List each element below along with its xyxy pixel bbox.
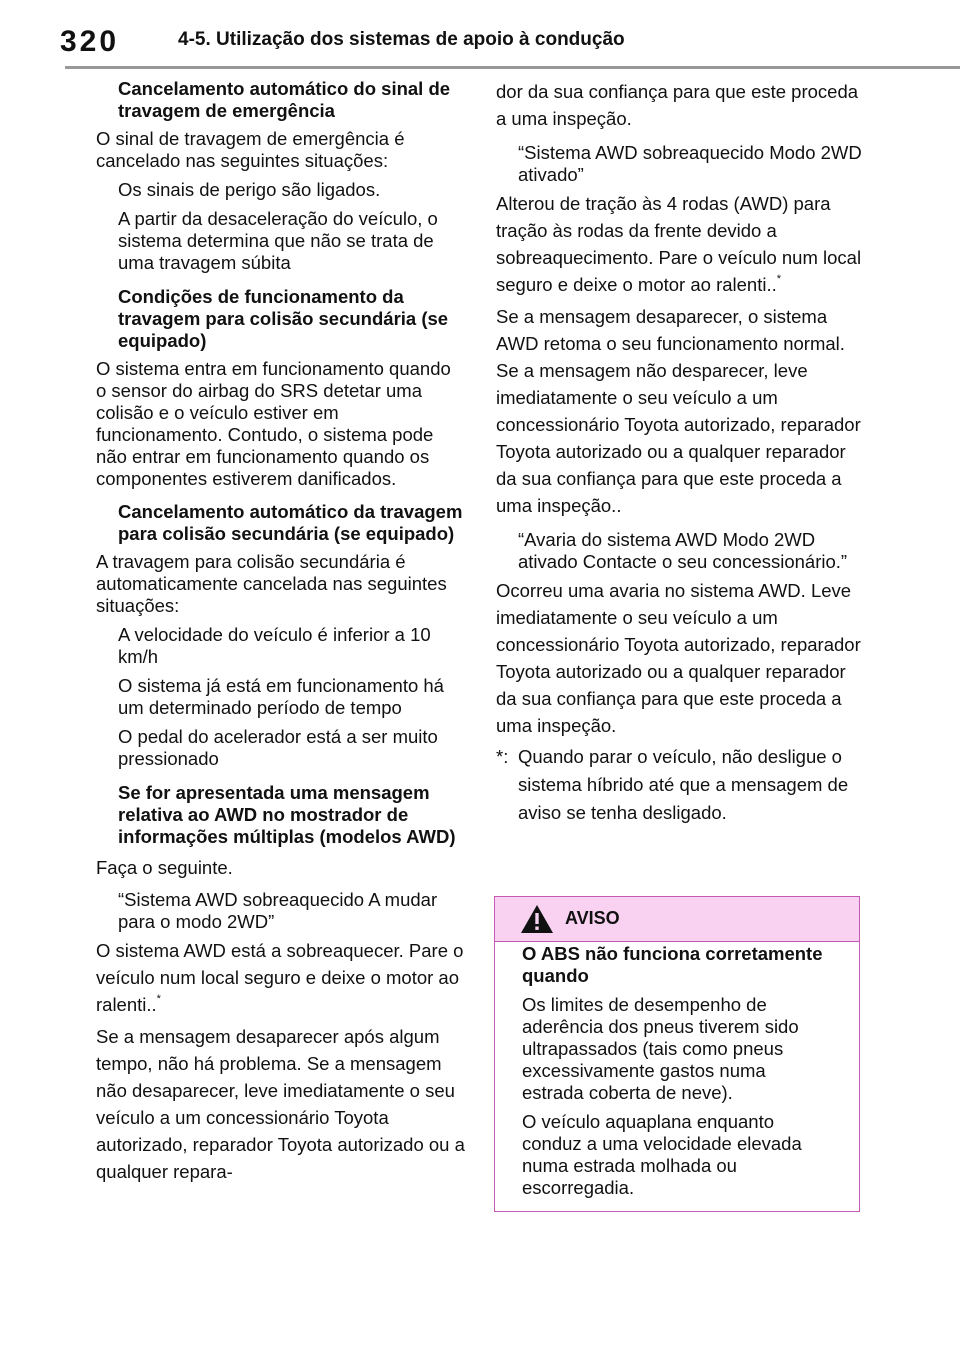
paragraph: Se a mensagem desaparecer, o sistema AWD retoma o seu funcionamento normal. Se a mensagem não desparecer, leve imediatamente o seu veículo a um concessionário Toyota autorizado, reparador Toyota autorizado ou a qualquer reparador da sua confiança para que este proceda a uma inspeção.. (496, 306, 861, 516)
warning-title: AVISO (565, 908, 620, 928)
paragraph: O sinal de travagem de emergência é cancelado nas seguintes situações: (96, 128, 405, 171)
paragraph: dor da sua confiança para que este proceda a uma inspeção. (496, 81, 859, 129)
warning-body (495, 943, 859, 1199)
quoted-message: “Sistema AWD sobreaquecido Modo 2WD ativado” (518, 142, 862, 185)
quoted-message: “Sistema AWD sobreaquecido A mudar para o modo 2WD” (118, 889, 438, 932)
paragraph: Faça o seguinte. (96, 857, 233, 878)
heading-awd-message: Se for apresentada uma mensagem relativa ao AWD no mostrador de informações múltiplas (modelos AWD) (118, 782, 456, 847)
paragraph: Ocorreu uma avaria no sistema AWD. Leve imediatamente o seu veículo a um concessionário Toyota autorizado, reparador Toyota autorizado ou a qualquer reparador da sua confiança para que este proceda a uma inspeção. (496, 580, 861, 736)
footnote-marker: * (776, 272, 782, 285)
list-item: O pedal do acelerador está a ser muito pressionado (118, 726, 438, 769)
header-divider (65, 66, 960, 69)
footnote-text: Quando parar o veículo, não desligue o sistema híbrido até que a mensagem de aviso se tenha desligado. (518, 746, 849, 823)
warning-box (494, 896, 860, 1212)
page-header (0, 0, 960, 80)
heading-secondary-collision-cancel: Cancelamento automático da travagem para colisão secundária (se equipado) (118, 501, 463, 544)
quoted-message: “Avaria do sistema AWD Modo 2WD ativado Contacte o seu concessionário.” (518, 529, 848, 572)
footnote (496, 743, 862, 827)
paragraph (96, 937, 466, 1018)
heading-secondary-collision-conditions: Condições de funcionamento da travagem para colisão secundária (se equipado) (118, 286, 449, 351)
paragraph: A travagem para colisão secundária é automaticamente cancelada nas seguintes situações: (96, 551, 447, 616)
right-column (496, 78, 862, 827)
paragraph: Se a mensagem desaparecer após algum tempo, não há problema. Se a mensagem não desaparecer, leve imediatamente o seu veículo a um concessionário Toyota autorizado, reparador Toyota autorizado ou a qualquer repara- (96, 1026, 465, 1182)
list-item: O sistema já está em funcionamento há um determinado período de tempo (118, 675, 444, 718)
warning-header (495, 897, 859, 942)
paragraph (496, 190, 862, 298)
warning-heading: O ABS não funciona corretamente quando (522, 943, 823, 986)
section-title: 4-5. Utilização dos sistemas de apoio à condução (178, 29, 625, 50)
paragraph-text: Alterou de tração às 4 rodas (AWD) para tração às rodas da frente devido a sobreaquecimento. Pare o veículo num local seguro e deixe o motor ao ralenti.. (496, 193, 862, 295)
list-item: A partir da desaceleração do veículo, o sistema determina que não se trata de uma travagem súbita (118, 208, 438, 273)
warning-triangle-icon (519, 903, 555, 935)
list-item: A velocidade do veículo é inferior a 10 km/h (118, 624, 431, 667)
warning-item: O veículo aquaplana enquanto conduz a uma velocidade elevada numa estrada molhada ou escorregadia. (522, 1111, 802, 1198)
heading-auto-cancel-signal: Cancelamento automático do sinal de travagem de emergência (118, 78, 451, 121)
list-item: Os sinais de perigo são ligados. (118, 179, 381, 200)
warning-item: Os limites de desempenho de aderência dos pneus tiverem sido ultrapassados (tais como pneus excessivamente gastos numa estrada coberta de neve). (522, 994, 799, 1103)
paragraph-text: O sistema AWD está a sobreaquecer. Pare o veículo num local seguro e deixe o motor ao ralenti.. (96, 940, 464, 1015)
paragraph: O sistema entra em funcionamento quando o sensor do airbag do SRS detetar uma colisão e o veículo estiver em funcionamento. Contudo, o sistema pode não entrar em funcionamento quando os componentes estiverem danificados. (96, 358, 451, 489)
footnote-marker: * (156, 992, 161, 1005)
page-number: 320 (60, 25, 120, 58)
left-column (96, 78, 466, 1192)
footnote-mark: *: (496, 746, 509, 767)
